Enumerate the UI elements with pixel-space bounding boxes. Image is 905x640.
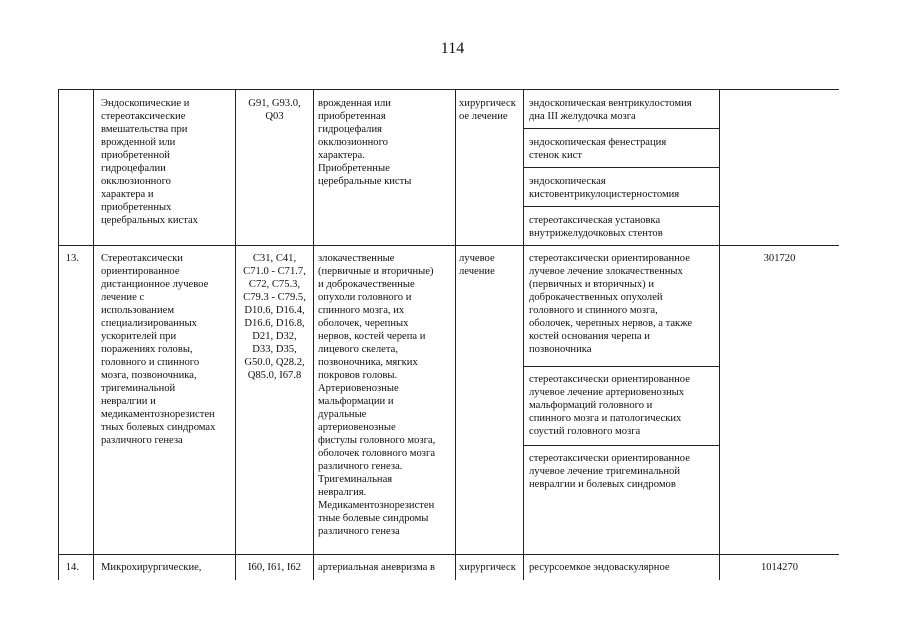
method-divider bbox=[523, 445, 719, 446]
row-13-number: 13. bbox=[65, 253, 79, 264]
row-13-codes: C31, C41, C71.0 - C71.7, C72, C75.3, C79.3 - C79.5, D10.6, D16.4, D16.6, D16.8, D21, D32, D33, D35, G50.0, Q28.2, Q85.0, I67.8 bbox=[243, 253, 306, 381]
row-divider bbox=[59, 245, 839, 246]
row-13-method-3: стереотаксически ориентированное лучевое лечение тригеминальной невралгии и болевых синдромов bbox=[529, 453, 690, 490]
column-divider bbox=[313, 90, 314, 580]
column-divider bbox=[93, 90, 94, 580]
row-1-model: врожденная или приобретенная гидроцефалия окклюзионного характера. Приобретенные церебральные кисты bbox=[318, 98, 412, 187]
row-1-method-2: эндоскопическая фенестрация стенок кист bbox=[529, 137, 667, 161]
method-divider bbox=[523, 128, 719, 129]
row-14-number: 14. bbox=[65, 562, 79, 573]
row-13-method-1: стереотаксически ориентированное лучевое лечение злокачественных (первичных и вторичных) и доброкачественных опухолей головного и спинного мозга, оболочек, черепных нервов, а также костей основания черепа и позвоночника bbox=[529, 253, 693, 355]
column-divider bbox=[719, 90, 720, 580]
row-13-treatment-kind: лучевое лечение bbox=[459, 253, 495, 277]
row-13-method-2: стереотаксически ориентированное лучевое лечение артериовенозных мальформаций головного и спинного мозга и патологических соустий головного мозга bbox=[529, 374, 690, 437]
row-14-name: Микрохирургические, bbox=[101, 562, 202, 573]
row-13-name: Стереотаксически ориентированное дистанционное лучевое лечение с использованием специализированных ускорителей при поражениях головы, головного и спинного мозга, позвоночника, тригеминальной невралгии и медикаментознорезистен тных болевых синдромах различного генеза bbox=[101, 253, 216, 446]
row-14-model: артериальная аневризма в bbox=[318, 562, 436, 573]
row-1-name: Эндоскопические и стереотаксические вмешательства при врожденной или приобретенной гидроцефалии окклюзионного характера и приобретенных церебральных кистах bbox=[101, 98, 198, 226]
row-14-cost: 1014270 bbox=[760, 562, 799, 573]
row-13-model: злокачественные (первичные и вторичные) и доброкачественные опухоли головного и спинного мозга, их оболочек, черепных нервов, костей черепа и лицевого скелета, позвоночника, мягких покровов головы. Артериовенозные мальформации и дуральные артериовенозные фистулы головного мозга, оболочек головного мозга различного генеза. Тригеминальная невралгия. Медикаментознорезистен тные болевые синдромы различного генеза bbox=[318, 253, 436, 537]
row-1-method-4: стереотаксическая установка внутрижелудочковых стентов bbox=[529, 215, 663, 239]
column-divider bbox=[523, 90, 524, 580]
row-1-treatment-kind: хирургическ ое лечение bbox=[459, 98, 516, 122]
page-number: 114 bbox=[440, 40, 465, 57]
method-divider bbox=[523, 167, 719, 168]
method-divider bbox=[523, 366, 719, 367]
row-14-method-1: ресурсоемкое эндоваскулярное bbox=[529, 562, 670, 573]
column-divider bbox=[455, 90, 456, 580]
row-14-codes: I60, I61, I62 bbox=[248, 562, 301, 573]
row-1-method-3: эндоскопическая кистовентрикулоцистерностомия bbox=[529, 176, 680, 200]
row-1-method-1: эндоскопическая вентрикулостомия дна III желудочка мозга bbox=[529, 98, 692, 122]
row-divider bbox=[59, 554, 839, 555]
row-13-cost: 301720 bbox=[763, 253, 796, 264]
row-1-codes: G91, G93.0, Q03 bbox=[248, 98, 301, 122]
method-divider bbox=[523, 206, 719, 207]
row-14-treatment-kind: хирургическ bbox=[459, 562, 516, 573]
medical-services-table bbox=[58, 89, 839, 580]
